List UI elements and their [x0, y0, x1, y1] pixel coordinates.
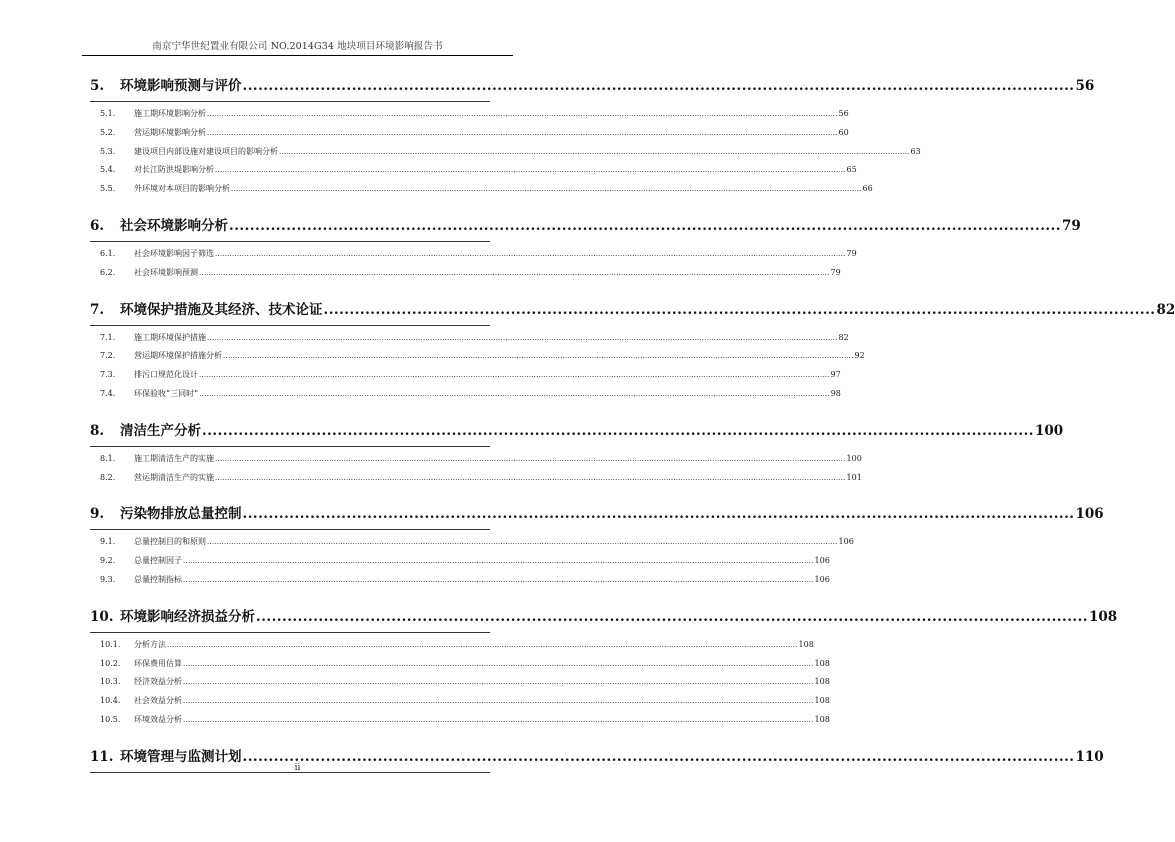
- section-number: 7.3.: [100, 370, 116, 380]
- section-title: 总量控制指标: [134, 574, 182, 584]
- section-number: 10.1.: [100, 639, 121, 649]
- section-number: 10.3.: [100, 677, 121, 687]
- dot-leader: ....................................................................................................................................................................................................................................................................: [279, 147, 910, 156]
- chapter-page-number: 110: [1075, 748, 1104, 765]
- section-title: 社会环境影响因子筛选: [134, 248, 214, 258]
- dot-leader: ................................................................................................................................................................: [202, 422, 1034, 439]
- chapter-page-number: 100: [1035, 422, 1064, 439]
- section-title: 施工期环境影响分析: [134, 109, 206, 118]
- section-title: 社会效益分析: [134, 696, 182, 706]
- toc-section-entry[interactable]: [90, 127, 849, 146]
- section-title: 总量控制因子: [134, 556, 182, 566]
- section-page-number: 106: [814, 574, 830, 584]
- section-title: 社会环境影响预测: [134, 267, 198, 277]
- section-page-number: 106: [838, 537, 854, 547]
- section-page-number: 98: [830, 388, 841, 398]
- section-page-number: 100: [846, 453, 862, 463]
- chapter-title: 环境管理与监测计划: [120, 748, 242, 765]
- section-title: 环境效益分析: [134, 714, 182, 724]
- section-list: [90, 102, 921, 210]
- section-number: 8.1.: [100, 453, 116, 463]
- section-number: 10.2.: [100, 658, 121, 668]
- toc-section-entry[interactable]: [90, 676, 830, 695]
- toc-chapter-entry[interactable]: [90, 419, 1064, 447]
- chapter-number: 5.: [90, 78, 105, 94]
- toc-chapter-entry[interactable]: [90, 298, 1175, 326]
- section-number: 5.2.: [100, 127, 116, 137]
- dot-leader: ....................................................................................................................................................................................................................................................................: [223, 352, 854, 361]
- chapter-number: 8.: [90, 422, 105, 439]
- section-title: 营运期环境保护措施分析: [134, 351, 222, 361]
- section-page-number: 92: [854, 351, 865, 361]
- dot-leader: ....................................................................................................................................................................................................................................................................: [167, 640, 798, 649]
- page-number: ii: [294, 763, 301, 773]
- section-list: [90, 326, 865, 415]
- section-title: 经济效益分析: [134, 677, 182, 687]
- section-page-number: 108: [814, 658, 830, 668]
- dot-leader: ....................................................................................................................................................................................................................................................................: [207, 333, 838, 342]
- chapter-number: 9.: [90, 506, 105, 523]
- toc-chapter-entry[interactable]: [90, 502, 1104, 530]
- chapter-page-number: 56: [1075, 78, 1095, 94]
- dot-leader: ....................................................................................................................................................................................................................................................................: [183, 557, 814, 566]
- toc-section-entry[interactable]: [90, 453, 862, 472]
- toc-section-entry[interactable]: [90, 639, 814, 658]
- toc-section-entry[interactable]: [90, 164, 857, 183]
- toc-section-entry[interactable]: [90, 350, 865, 369]
- section-title: 营运期环境影响分析: [134, 127, 206, 137]
- section-title: 营运期清洁生产的实施: [134, 472, 214, 482]
- section-title: 环保验收“三同时”: [134, 388, 199, 398]
- section-number: 10.5.: [100, 714, 121, 724]
- section-title: 排污口规范化设计: [134, 370, 198, 380]
- dot-leader: ....................................................................................................................................................................................................................................................................: [207, 538, 838, 547]
- toc-section-entry[interactable]: [90, 574, 830, 593]
- chapter-title: 社会环境影响分析: [120, 217, 228, 234]
- chapter-title: 清洁生产分析: [120, 422, 201, 439]
- section-title: 分析方法: [134, 639, 166, 649]
- chapter-title: 环境影响预测与评价: [120, 78, 242, 94]
- section-page-number: 63: [910, 146, 921, 156]
- chapter-page-number: 79: [1062, 217, 1081, 234]
- chapter-page-number: 82: [1156, 301, 1175, 318]
- section-number: 6.2.: [100, 267, 116, 277]
- section-number: 9.2.: [100, 556, 116, 566]
- section-number: 5.3.: [100, 146, 116, 156]
- section-page-number: 56: [838, 109, 849, 118]
- toc-chapter-entry[interactable]: [90, 74, 1095, 102]
- section-title: 外环境对本项目的影响分析: [134, 184, 230, 194]
- chapter-number: 6.: [90, 217, 105, 234]
- section-title: 建设项目内部设施对建设项目的影响分析: [134, 146, 278, 156]
- section-number: 7.2.: [100, 351, 116, 361]
- toc-section-entry[interactable]: [90, 108, 849, 127]
- header-rule: [82, 55, 513, 56]
- section-page-number: 82: [838, 332, 849, 342]
- dot-leader: ....................................................................................................................................................................................................................................................................: [183, 659, 814, 668]
- section-page-number: 106: [814, 556, 830, 566]
- toc-section-entry[interactable]: [90, 267, 841, 286]
- section-page-number: 65: [846, 165, 857, 175]
- dot-leader: ................................................................................................................................................................: [256, 608, 1088, 625]
- section-page-number: 66: [862, 184, 873, 194]
- table-of-contents: [90, 70, 1175, 787]
- dot-leader: ....................................................................................................................................................................................................................................................................: [215, 166, 846, 175]
- dot-leader: ................................................................................................................................................................: [229, 217, 1061, 234]
- section-list: [90, 633, 830, 741]
- toc-section-entry[interactable]: [90, 388, 841, 407]
- dot-leader: ....................................................................................................................................................................................................................................................................: [215, 473, 846, 482]
- section-page-number: 101: [846, 472, 862, 482]
- section-page-number: 108: [814, 696, 830, 706]
- dot-leader: ................................................................................................................................................................: [242, 78, 1075, 94]
- toc-section-entry[interactable]: [90, 555, 830, 574]
- section-title: 总量控制目的和原则: [134, 537, 206, 547]
- section-list: [90, 530, 854, 600]
- toc-section-entry[interactable]: [90, 369, 841, 388]
- toc-section-entry[interactable]: [90, 658, 830, 677]
- dot-leader: ................................................................................................................................................................: [323, 301, 1156, 318]
- section-page-number: 108: [814, 677, 830, 687]
- dot-leader: ....................................................................................................................................................................................................................................................................: [183, 575, 814, 584]
- section-number: 7.4.: [100, 388, 116, 398]
- dot-leader: ....................................................................................................................................................................................................................................................................: [231, 185, 862, 194]
- section-number: 7.1.: [100, 332, 116, 342]
- section-list: [90, 447, 862, 499]
- dot-leader: ....................................................................................................................................................................................................................................................................: [199, 268, 830, 277]
- section-number: 6.1.: [100, 248, 116, 258]
- toc-section-entry[interactable]: [90, 146, 921, 165]
- section-number: 9.1.: [100, 537, 116, 547]
- section-number: 5.4.: [100, 165, 116, 175]
- toc-section-entry[interactable]: [90, 536, 854, 555]
- section-page-number: 108: [798, 639, 814, 649]
- dot-leader: ....................................................................................................................................................................................................................................................................: [199, 371, 830, 380]
- chapter-number: 7.: [90, 301, 105, 318]
- toc-chapter-entry[interactable]: [90, 214, 1081, 242]
- section-number: 10.4.: [100, 696, 121, 706]
- section-number: 5.1.: [100, 109, 116, 118]
- dot-leader: ....................................................................................................................................................................................................................................................................: [183, 678, 814, 687]
- section-title: 环保费用估算: [134, 658, 182, 668]
- toc-section-entry[interactable]: [90, 695, 830, 714]
- section-title: 对长江防洪堤影响分析: [134, 165, 214, 175]
- dot-leader: ................................................................................................................................................................: [242, 506, 1075, 523]
- dot-leader: ....................................................................................................................................................................................................................................................................: [183, 697, 814, 706]
- section-title: 施工期清洁生产的实施: [134, 453, 214, 463]
- section-page-number: 79: [846, 248, 857, 258]
- toc-section-entry[interactable]: [90, 714, 830, 733]
- chapter-title: 污染物排放总量控制: [120, 506, 242, 523]
- toc-section-entry[interactable]: [90, 183, 873, 202]
- dot-leader: ....................................................................................................................................................................................................................................................................: [199, 389, 830, 398]
- toc-section-entry[interactable]: [90, 332, 849, 351]
- toc-section-entry[interactable]: [90, 248, 857, 267]
- dot-leader: ....................................................................................................................................................................................................................................................................: [183, 715, 814, 724]
- chapter-number: 11.: [90, 748, 114, 765]
- dot-leader: ................................................................................................................................................................: [242, 748, 1075, 765]
- dot-leader: ....................................................................................................................................................................................................................................................................: [207, 128, 838, 137]
- section-list: [90, 242, 857, 294]
- chapter-title: 环境影响经济损益分析: [120, 608, 255, 625]
- chapter-number: 10.: [90, 608, 114, 625]
- section-page-number: 60: [838, 127, 849, 137]
- toc-chapter-entry[interactable]: [90, 605, 1118, 633]
- section-title: 施工期环境保护措施: [134, 332, 206, 342]
- toc-section-entry[interactable]: [90, 472, 862, 491]
- section-number: 9.3.: [100, 574, 116, 584]
- running-header: 南京宁华世纪置业有限公司 NO.2014G34 地块项目环境影响报告书: [152, 41, 443, 52]
- section-page-number: 108: [814, 714, 830, 724]
- dot-leader: ....................................................................................................................................................................................................................................................................: [215, 249, 846, 258]
- chapter-page-number: 106: [1075, 506, 1104, 523]
- section-number: 8.2.: [100, 472, 116, 482]
- dot-leader: ....................................................................................................................................................................................................................................................................: [207, 110, 838, 118]
- section-number: 5.5.: [100, 184, 116, 194]
- dot-leader: ....................................................................................................................................................................................................................................................................: [215, 454, 846, 463]
- chapter-page-number: 108: [1089, 608, 1118, 625]
- section-page-number: 79: [830, 267, 841, 277]
- chapter-title: 环境保护措施及其经济、技术论证: [120, 301, 323, 318]
- section-page-number: 97: [830, 370, 841, 380]
- section-list: [90, 773, 490, 787]
